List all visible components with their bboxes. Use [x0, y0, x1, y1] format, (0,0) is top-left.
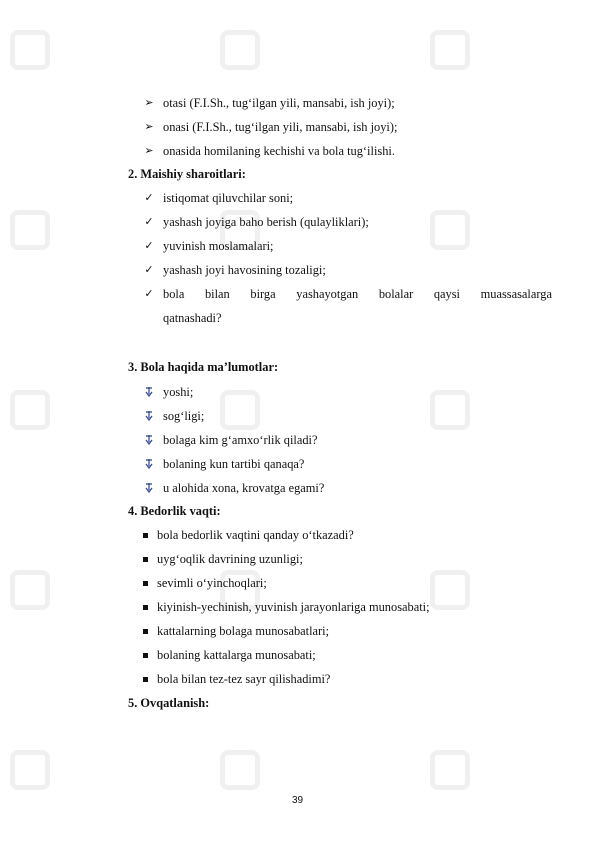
checkmark-bullet-icon: ✓ — [144, 264, 154, 276]
list-item: kiyinish-yechinish, yuvinish jarayonlariga munosabati; — [157, 600, 430, 614]
list-item: sevimli o‘yinchoqlari; — [157, 576, 267, 590]
word: yashayotgan — [296, 287, 359, 301]
section-heading: 2. Maishiy sharoitlari: — [128, 167, 246, 181]
watermark-logo — [10, 385, 160, 435]
square-bullet-icon — [143, 557, 148, 562]
square-bullet-icon — [143, 533, 148, 538]
list-item: bolaga kim g‘amxo‘rlik qiladi? — [163, 433, 318, 447]
list-item: yoshi; — [163, 385, 194, 399]
word: qaysi — [433, 287, 460, 301]
word: bolalar — [378, 287, 414, 301]
checkmark-bullet-icon: ✓ — [144, 216, 154, 228]
word: muassasalarga — [480, 287, 552, 301]
list-item: onasi (F.I.Sh., tug‘ilgan yili, mansabi, ish joyi); — [163, 120, 398, 134]
list-item: sog‘ligi; — [163, 409, 205, 423]
list-item-continuation: qatnashadi? — [163, 311, 222, 325]
watermark-logo — [430, 385, 580, 435]
list-item: uyg‘oqlik davrining uzunligi; — [157, 552, 303, 566]
list-item: bolaning kattalarga munosabati; — [157, 648, 316, 662]
list-item-justified — [163, 286, 552, 302]
word: bola — [163, 287, 185, 301]
section-heading: 4. Bedorlik vaqti: — [128, 504, 221, 518]
list-item: otasi (F.I.Sh., tug‘ilgan yili, mansabi, ish joyi); — [163, 96, 395, 110]
down-arrow-bullet-icon — [145, 387, 153, 397]
list-item: onasida homilaning kechishi va bola tug‘ilishi. — [163, 144, 395, 158]
list-item: bola bedorlik vaqtini qanday o‘tkazadi? — [157, 528, 354, 542]
list-item: yashash joyi havosining tozaligi; — [163, 263, 326, 277]
watermark-logo — [220, 385, 370, 435]
arrowhead-bullet-icon: ➢ — [144, 145, 154, 157]
arrowhead-bullet-icon: ➢ — [144, 121, 154, 133]
square-bullet-icon — [143, 653, 148, 658]
down-arrow-bullet-icon — [145, 435, 153, 445]
checkmark-bullet-icon: ✓ — [144, 288, 154, 300]
checkmark-bullet-icon: ✓ — [144, 240, 154, 252]
list-item: bolaning kun tartibi qanaqa? — [163, 457, 305, 471]
down-arrow-bullet-icon — [145, 483, 153, 493]
down-arrow-bullet-icon — [145, 411, 153, 421]
list-item: yashash joyiga baho berish (qulayliklari); — [163, 215, 369, 229]
section-heading: 3. Bola haqida ma’lumotlar: — [128, 360, 279, 374]
watermark-logo — [10, 745, 160, 795]
watermark-logo — [220, 745, 370, 795]
word: birga — [250, 287, 276, 301]
watermark-logo — [10, 205, 160, 255]
list-item: u alohida xona, krovatga egami? — [163, 481, 325, 495]
watermark-logo — [220, 25, 370, 75]
watermark-logo — [430, 25, 580, 75]
square-bullet-icon — [143, 677, 148, 682]
arrowhead-bullet-icon: ➢ — [144, 97, 154, 109]
square-bullet-icon — [143, 629, 148, 634]
square-bullet-icon — [143, 605, 148, 610]
watermark-logo — [430, 565, 580, 615]
section-heading: 5. Ovqatlanish: — [128, 696, 210, 710]
square-bullet-icon — [143, 581, 148, 586]
watermark-logo — [430, 205, 580, 255]
list-item: istiqomat qiluvchilar soni; — [163, 191, 294, 205]
word: bilan — [204, 287, 230, 301]
list-item: yuvinish moslamalari; — [163, 239, 274, 253]
list-item: bola bilan tez-tez sayr qilishadimi? — [157, 672, 331, 686]
page-number: 39 — [291, 795, 304, 806]
watermark-logo — [430, 745, 580, 795]
checkmark-bullet-icon: ✓ — [144, 192, 154, 204]
down-arrow-bullet-icon — [145, 459, 153, 469]
watermark-logo — [10, 25, 160, 75]
list-item: kattalarning bolaga munosabatlari; — [157, 624, 330, 638]
watermark-logo — [10, 565, 160, 615]
